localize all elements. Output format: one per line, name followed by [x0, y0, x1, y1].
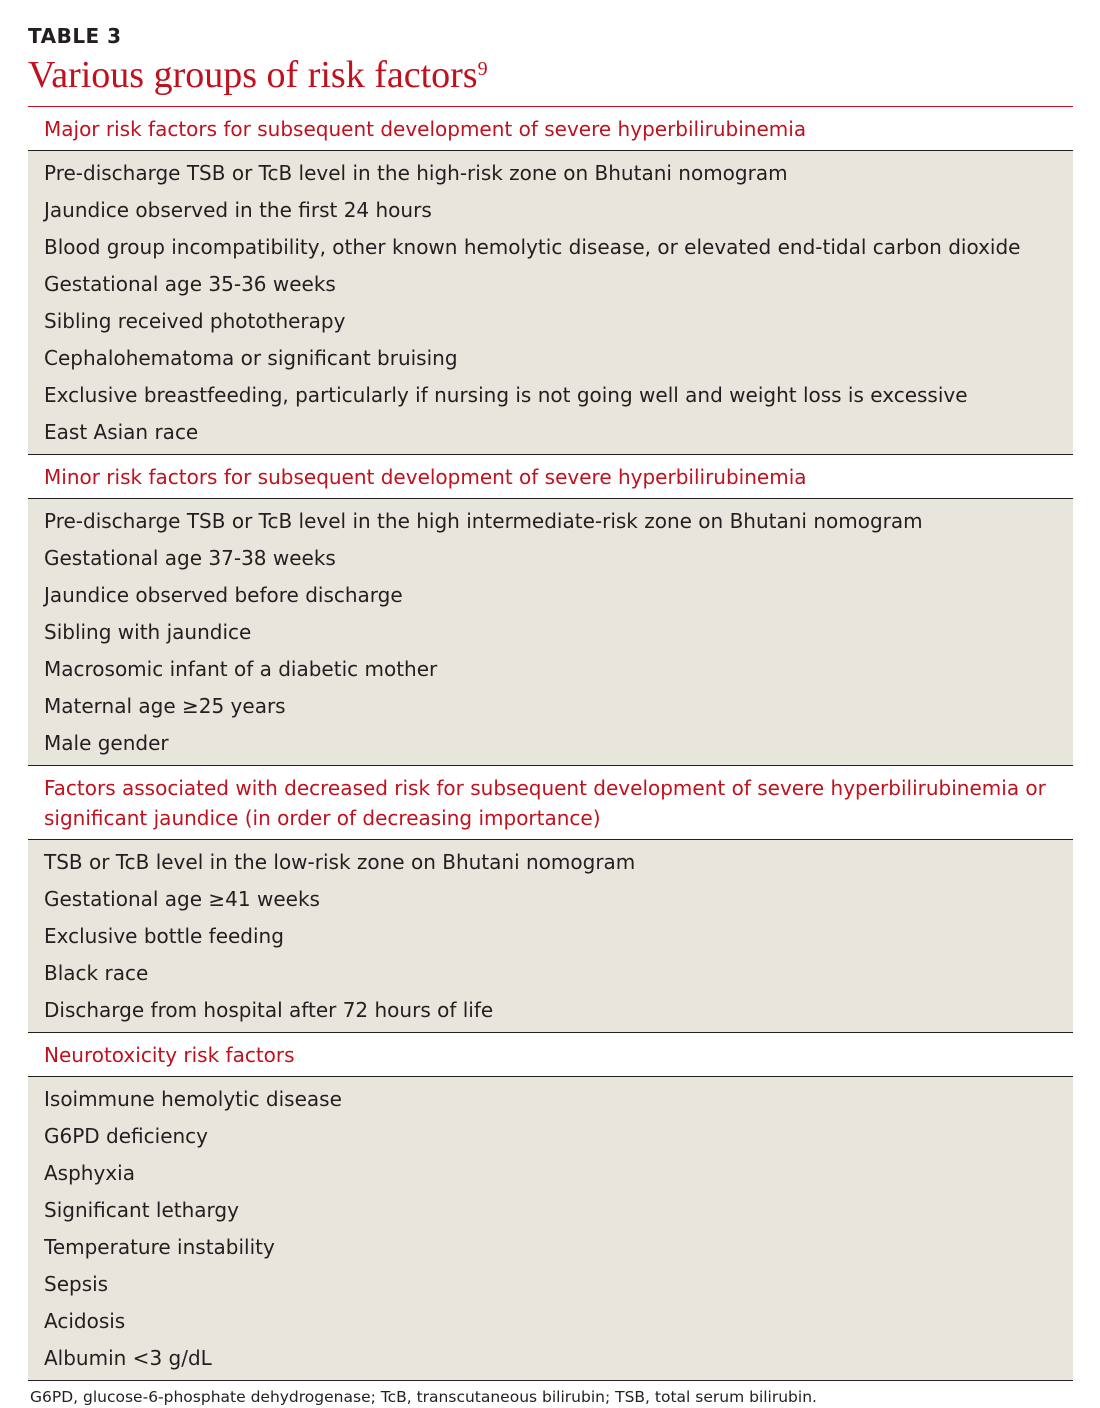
table-row: Blood group incompatibility, other known hemolytic disease, or elevated end-tidal carbon dioxide — [44, 235, 1021, 259]
table-row: Jaundice observed before discharge — [44, 583, 403, 607]
table-row: Gestational age 37-38 weeks — [44, 546, 336, 570]
table-row: Pre-discharge TSB or TcB level in the high intermediate-risk zone on Bhutani nomogram — [44, 509, 923, 533]
table-row: Acidosis — [44, 1309, 126, 1333]
table-row: Temperature instability — [44, 1235, 275, 1259]
section-heading: Factors associated with decreased risk for subsequent development of severe hyperbilirubinemia or significant jaundice (in order of decreasing importance) — [28, 766, 1073, 840]
table-row: Male gender — [44, 731, 169, 755]
table-row: East Asian race — [44, 420, 199, 444]
table-row: Discharge from hospital after 72 hours of life — [44, 998, 494, 1022]
section-body — [28, 1077, 1073, 1381]
table-row: Maternal age ≥25 years — [44, 694, 286, 718]
table-footnote: G6PD, glucose-6-phosphate dehydrogenase; TcB, transcutaneous bilirubin; TSB, total serum bilirubin. — [30, 1388, 817, 1406]
table-row: Exclusive bottle feeding — [44, 924, 284, 948]
table-row: Sibling with jaundice — [44, 620, 252, 644]
table-row: Gestational age ≥41 weeks — [44, 887, 320, 911]
table-row: Cephalohematoma or significant bruising — [44, 346, 458, 370]
table-title-text: Various groups of risk factors — [28, 54, 478, 96]
section-body — [28, 151, 1073, 455]
section-body — [28, 840, 1073, 1033]
table-container — [28, 22, 1073, 1408]
table-row: Black race — [44, 961, 149, 985]
table-label: TABLE 3 — [28, 24, 122, 48]
section-heading: Minor risk factors for subsequent development of severe hyperbilirubinemia — [28, 455, 1073, 499]
table-row: Sibling received phototherapy — [44, 309, 346, 333]
table-row: Gestational age 35-36 weeks — [44, 272, 336, 296]
section-heading: Neurotoxicity risk factors — [28, 1033, 1073, 1077]
table-row: Pre-discharge TSB or TcB level in the high-risk zone on Bhutani nomogram — [44, 161, 788, 185]
table-row: G6PD deficiency — [44, 1124, 209, 1148]
table-sections — [28, 107, 1073, 1381]
table-row: Jaundice observed in the first 24 hours — [44, 198, 432, 222]
table-title — [28, 50, 1073, 106]
table-row: Sepsis — [44, 1272, 109, 1296]
table-row: Significant lethargy — [44, 1198, 239, 1222]
table-row: Albumin <3 g/dL — [44, 1346, 212, 1370]
title-reference: 9 — [477, 58, 488, 80]
table-row: TSB or TcB level in the low-risk zone on Bhutani nomogram — [44, 850, 636, 874]
table-row: Asphyxia — [44, 1161, 135, 1185]
section-heading: Major risk factors for subsequent development of severe hyperbilirubinemia — [28, 107, 1073, 151]
table-row: Exclusive breastfeeding, particularly if nursing is not going well and weight loss is excessive — [44, 383, 968, 407]
table-row: Isoimmune hemolytic disease — [44, 1087, 342, 1111]
section-body — [28, 499, 1073, 766]
table-row: Macrosomic infant of a diabetic mother — [44, 657, 438, 681]
